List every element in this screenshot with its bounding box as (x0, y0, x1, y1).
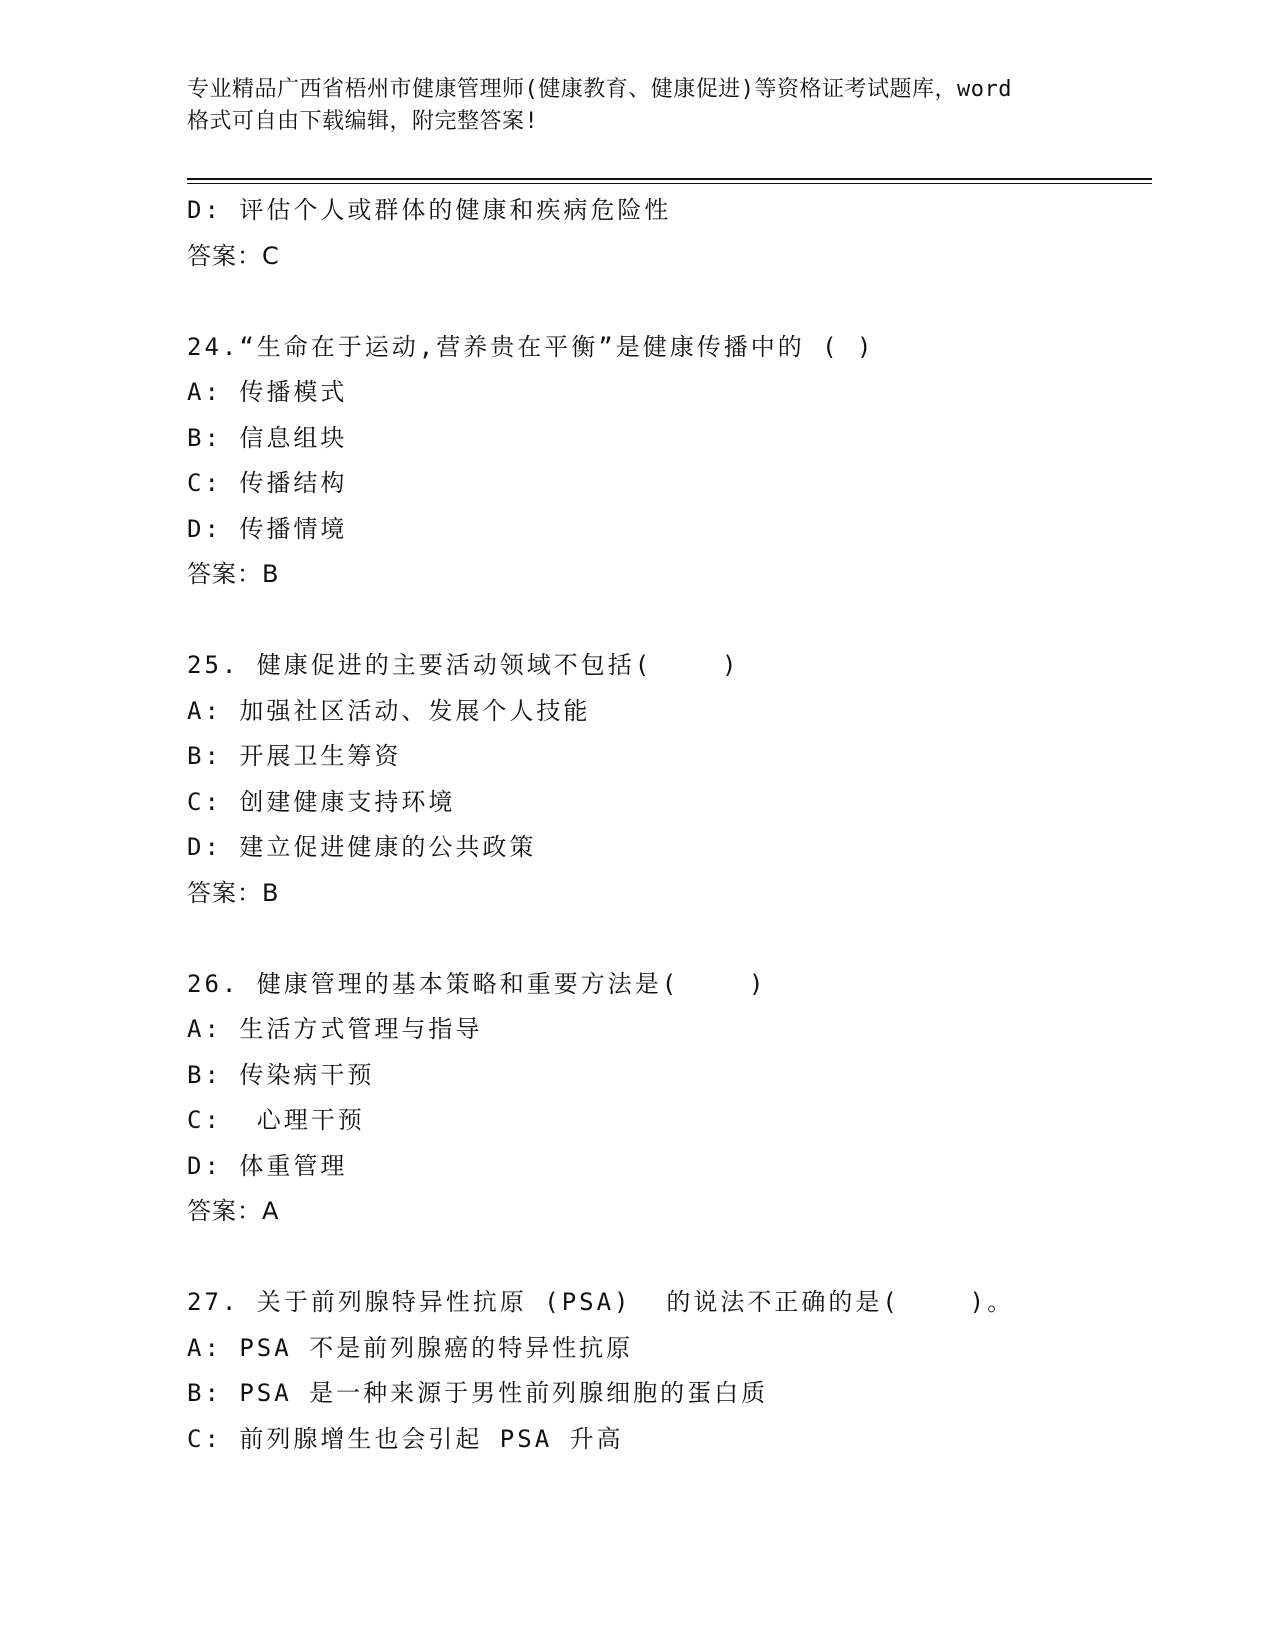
option-d: D: 体重管理 (187, 1151, 348, 1180)
question-24 (187, 325, 1152, 598)
option-b: B: 信息组块 (187, 423, 348, 452)
option-d: D: 建立促进健康的公共政策 (187, 833, 537, 861)
question-stem: 26. 健康管理的基本策略和重要方法是( ) (187, 969, 767, 998)
option-d: D: 传播情境 (187, 514, 348, 543)
question-list (187, 188, 1152, 1462)
option-c: C: 创建健康支持环境 (187, 787, 456, 816)
question-stem: 27. 关于前列腺特异性抗原 (PSA) 的说法不正确的是( )。 (187, 1288, 1015, 1316)
header-rule-thin (187, 183, 1152, 184)
option-b: B: 开展卫生筹资 (187, 742, 402, 770)
question-25 (187, 643, 1152, 916)
header-line-2: 格式可自由下载编辑，附完整答案! (187, 109, 539, 134)
option-b: B: PSA 是一种来源于男性前列腺细胞的蛋白质 (187, 1379, 769, 1407)
option-c: C: 传播结构 (187, 469, 348, 497)
spacer (187, 598, 1152, 644)
option-a: A: PSA 不是前列腺癌的特异性抗原 (187, 1333, 634, 1362)
answer: 答案：B (187, 878, 280, 907)
option-c: C: 心理干预 (187, 1106, 365, 1134)
option-a: A: 传播模式 (187, 378, 348, 406)
question-27 (187, 1280, 1152, 1462)
answer: 答案：A (187, 1197, 280, 1225)
prev-question-option-d: D: 评估个人或群体的健康和疾病危险性 (187, 196, 672, 224)
option-a: A: 生活方式管理与指导 (187, 1015, 483, 1043)
question-stem: 24.“生命在于运动,营养贵在平衡”是健康传播中的 ( ) (187, 332, 875, 361)
header-rule-thick (187, 178, 1152, 180)
option-b: B: 传染病干预 (187, 1060, 375, 1089)
spacer (187, 1235, 1152, 1281)
option-c: C: 前列腺增生也会引起 PSA 升高 (187, 1424, 624, 1453)
answer: 答案：B (187, 560, 280, 588)
option-a: A: 加强社区活动、发展个人技能 (187, 696, 591, 725)
prev-question-answer: 答案：C (187, 241, 280, 270)
question-26 (187, 962, 1152, 1235)
document-header (187, 74, 1087, 138)
spacer (187, 916, 1152, 962)
spacer (187, 279, 1152, 325)
header-line-1: 专业精品广西省梧州市健康管理师(健康教育、健康促进)等资格证考试题库，word (187, 77, 1012, 102)
question-stem: 25. 健康促进的主要活动领域不包括( ) (187, 651, 740, 679)
